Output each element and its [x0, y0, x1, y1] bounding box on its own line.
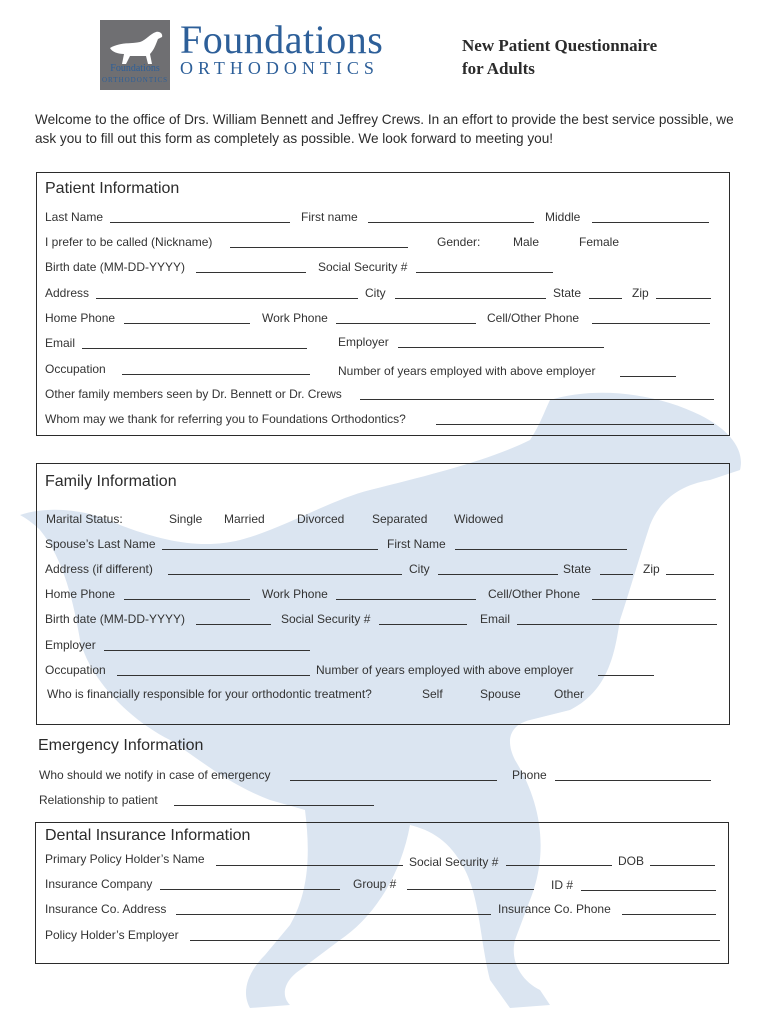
emergency-phone-label: Phone: [512, 768, 547, 782]
spouse-state-field[interactable]: [600, 574, 633, 575]
financial-responsible-label: Who is financially responsible for your orthodontic treatment?: [47, 687, 372, 701]
insurance-ssn-label: Social Security #: [409, 855, 499, 869]
work-phone-label: Work Phone: [262, 311, 328, 325]
marital-separated-option[interactable]: Separated: [372, 512, 428, 526]
spouse-occupation-label: Occupation: [45, 663, 106, 677]
ssn-field[interactable]: [416, 272, 553, 273]
relationship-field[interactable]: [174, 805, 374, 806]
years-employed-label: Number of years employed with above employer: [338, 364, 596, 378]
spouse-home-phone-field[interactable]: [124, 599, 250, 600]
responsible-spouse-option[interactable]: Spouse: [480, 687, 521, 701]
spouse-city-field[interactable]: [438, 574, 558, 575]
spouse-last-name-label: Spouse’s Last Name: [45, 537, 156, 551]
nickname-label: I prefer to be called (Nickname): [45, 235, 213, 249]
spouse-first-name-label: First Name: [387, 537, 446, 551]
insurance-dob-field[interactable]: [650, 865, 715, 866]
spouse-last-name-field[interactable]: [162, 549, 378, 550]
marital-divorced-option[interactable]: Divorced: [297, 512, 345, 526]
marital-status-label: Marital Status:: [46, 512, 123, 526]
nickname-field[interactable]: [230, 247, 408, 248]
group-number-field[interactable]: [407, 889, 534, 890]
spouse-ssn-field[interactable]: [379, 624, 467, 625]
spouse-occupation-field[interactable]: [117, 675, 310, 676]
spouse-birth-date-label: Birth date (MM-DD-YYYY): [45, 612, 186, 626]
policy-holder-employer-label: Policy Holder’s Employer: [45, 928, 179, 942]
work-phone-field[interactable]: [336, 323, 476, 324]
family-section: [36, 463, 730, 725]
spouse-zip-label: Zip: [643, 562, 660, 576]
logo-wordmark: Foundations: [180, 17, 384, 62]
spouse-years-employed-label: Number of years employed with above employer: [316, 663, 574, 677]
first-name-field[interactable]: [368, 222, 534, 223]
zip-label: Zip: [632, 286, 649, 300]
home-phone-label: Home Phone: [45, 311, 116, 325]
id-number-label: ID #: [551, 878, 574, 892]
gender-label: Gender:: [437, 235, 481, 249]
occupation-label: Occupation: [45, 362, 106, 376]
insurance-section-title: Dental Insurance Information: [45, 827, 251, 844]
city-field[interactable]: [395, 298, 546, 299]
logo-subtitle: ORTHODONTICS: [180, 58, 379, 78]
middle-label: Middle: [545, 210, 581, 224]
birth-date-field[interactable]: [196, 272, 306, 273]
spouse-address-field[interactable]: [168, 574, 402, 575]
emergency-phone-field[interactable]: [555, 780, 711, 781]
address-field[interactable]: [96, 298, 358, 299]
insurance-phone-field[interactable]: [622, 914, 716, 915]
email-label: Email: [45, 336, 76, 350]
intro-paragraph: Welcome to the office of Drs. William Bennett and Jeffrey Crews. In an effort to provide the best service possible, we ask you to fill out this form as completely as possible. We look forward to meeting you!: [35, 112, 734, 146]
logo-small-name: Foundations: [110, 63, 160, 74]
family-section-title: Family Information: [45, 473, 177, 490]
spouse-cell-phone-field[interactable]: [592, 599, 716, 600]
spouse-work-phone-label: Work Phone: [262, 587, 328, 601]
spouse-employer-label: Employer: [45, 638, 96, 652]
family-seen-label: Other family members seen by Dr. Bennett or Dr. Crews: [45, 387, 342, 401]
logo-small-sub: ORTHODONTICS: [101, 76, 169, 84]
middle-field[interactable]: [592, 222, 709, 223]
insurance-dob-label: DOB: [618, 854, 645, 868]
spouse-city-label: City: [409, 562, 430, 576]
spouse-email-field[interactable]: [517, 624, 717, 625]
insurance-company-label: Insurance Company: [45, 877, 153, 891]
spouse-employer-field[interactable]: [104, 650, 310, 651]
emergency-contact-field[interactable]: [290, 780, 497, 781]
address-label: Address: [45, 286, 90, 300]
employer-label: Employer: [338, 335, 389, 349]
emergency-contact-label: Who should we notify in case of emergency: [39, 768, 271, 782]
insurance-phone-label: Insurance Co. Phone: [498, 902, 611, 916]
last-name-field[interactable]: [110, 222, 290, 223]
spouse-work-phone-field[interactable]: [336, 599, 476, 600]
referral-label: Whom may we thank for referring you to Foundations Orthodontics?: [45, 412, 406, 426]
spouse-ssn-label: Social Security #: [281, 612, 371, 626]
policy-holder-name-field[interactable]: [216, 865, 403, 866]
gender-male-option[interactable]: Male: [513, 235, 540, 249]
first-name-label: First name: [301, 210, 358, 224]
policy-holder-name-label: Primary Policy Holder’s Name: [45, 852, 205, 866]
ssn-label: Social Security #: [318, 260, 408, 274]
policy-holder-employer-field[interactable]: [190, 940, 720, 941]
group-number-label: Group #: [353, 877, 397, 891]
form-title-line2: for Adults: [462, 59, 535, 78]
birth-date-label: Birth date (MM-DD-YYYY): [45, 260, 186, 274]
state-field[interactable]: [589, 298, 622, 299]
spouse-address-label: Address (if different): [45, 562, 153, 576]
cell-phone-label: Cell/Other Phone: [487, 311, 580, 325]
insurance-company-field[interactable]: [160, 889, 340, 890]
insurance-address-label: Insurance Co. Address: [45, 902, 167, 916]
form-title-line1: New Patient Questionnaire: [462, 36, 658, 55]
city-label: City: [365, 286, 386, 300]
spouse-first-name-field[interactable]: [455, 549, 627, 550]
id-number-field[interactable]: [581, 890, 716, 891]
email-field[interactable]: [82, 348, 307, 349]
last-name-label: Last Name: [45, 210, 104, 224]
marital-widowed-option[interactable]: Widowed: [454, 512, 504, 526]
home-phone-field[interactable]: [124, 323, 250, 324]
zip-field[interactable]: [656, 298, 711, 299]
gender-female-option[interactable]: Female: [579, 235, 620, 249]
marital-single-option[interactable]: Single: [169, 512, 203, 526]
patient-section-title: Patient Information: [45, 180, 180, 197]
spouse-home-phone-label: Home Phone: [45, 587, 116, 601]
marital-married-option[interactable]: Married: [224, 512, 265, 526]
spouse-email-label: Email: [480, 612, 511, 626]
emergency-section-title: Emergency Information: [38, 737, 204, 754]
family-seen-field[interactable]: [360, 399, 714, 400]
referral-field[interactable]: [436, 424, 714, 425]
responsible-self-option[interactable]: Self: [422, 687, 443, 701]
insurance-address-field[interactable]: [176, 914, 491, 915]
spouse-cell-phone-label: Cell/Other Phone: [488, 587, 581, 601]
logo-small-text: [100, 63, 170, 86]
spouse-birth-date-field[interactable]: [196, 624, 271, 625]
occupation-field[interactable]: [122, 374, 310, 375]
form-title: [462, 34, 657, 80]
cell-phone-field[interactable]: [592, 323, 710, 324]
state-label: State: [553, 286, 582, 300]
years-employed-field[interactable]: [620, 376, 676, 377]
responsible-other-option[interactable]: Other: [554, 687, 585, 701]
spouse-years-employed-field[interactable]: [598, 675, 654, 676]
spouse-state-label: State: [563, 562, 592, 576]
relationship-label: Relationship to patient: [39, 793, 158, 807]
spouse-zip-field[interactable]: [666, 574, 714, 575]
insurance-ssn-field[interactable]: [506, 865, 612, 866]
employer-field[interactable]: [398, 347, 604, 348]
